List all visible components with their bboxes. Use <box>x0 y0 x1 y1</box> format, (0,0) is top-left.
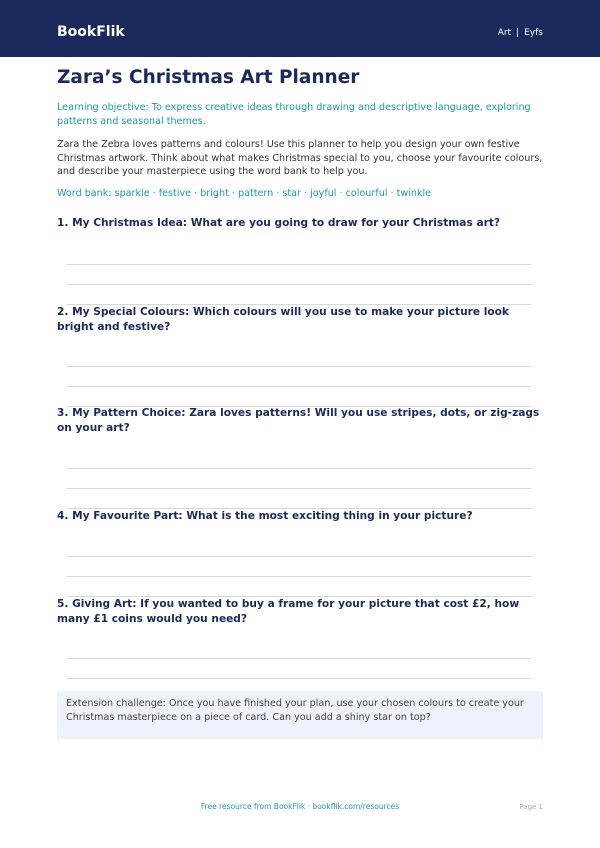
footer-link[interactable]: Free resource from BookFlik · bookflik.com/resources <box>200 802 400 811</box>
answer-line[interactable] <box>67 488 531 489</box>
question-5 <box>57 597 543 626</box>
question-1-text: 1. My Christmas Idea: What are you going to draw for your Christmas art? <box>57 217 501 229</box>
question-2 <box>57 305 543 334</box>
header-bar <box>0 0 600 57</box>
question-4-text: 4. My Favourite Part: What is the most exciting thing in your picture? <box>57 510 473 522</box>
page-title: Zara’s Christmas Art Planner <box>57 67 360 88</box>
answer-line[interactable] <box>67 556 531 557</box>
answer-line[interactable] <box>67 576 531 577</box>
answer-line[interactable] <box>67 468 531 469</box>
question-4 <box>57 509 543 524</box>
answer-line[interactable] <box>67 386 531 387</box>
word-bank: Word bank: sparkle · festive · bright · pattern · star · joyful · colourful · twinkle <box>57 187 432 199</box>
answer-line[interactable] <box>67 678 531 679</box>
answer-line[interactable] <box>67 284 531 285</box>
question-1 <box>57 216 543 231</box>
breadcrumb-stage[interactable]: Eyfs <box>524 28 543 38</box>
answer-line[interactable] <box>67 366 531 367</box>
breadcrumb-separator: | <box>516 28 520 38</box>
extension-challenge: Extension challenge: Once you have finished your plan, use your chosen colours to create your Christmas masterpiece on a piece of card. Can you add a shiny star on top? <box>57 691 543 739</box>
intro-paragraph: Zara the Zebra loves patterns and colours! Use this planner to help you design your own festive Christmas artwork. Think about what makes Christmas special to you, choose your favourite colours, and describe your masterpiece using the word bank to help you. <box>57 139 543 178</box>
breadcrumb-subject[interactable]: Art <box>497 28 512 38</box>
learning-objective: Learning objective: To express creative ideas through drawing and descriptive language, exploring patterns and seasonal themes. <box>57 102 531 127</box>
answer-line[interactable] <box>67 658 531 659</box>
answer-line[interactable] <box>67 264 531 265</box>
intro-section <box>57 62 543 201</box>
question-2-text: 2. My Special Colours: Which colours will you use to make your picture look bright and festive? <box>57 306 509 333</box>
brand-logo[interactable]: BookFlik <box>57 24 125 40</box>
breadcrumb <box>498 27 543 39</box>
question-5-text: 5. Giving Art: If you wanted to buy a frame for your picture that cost £2, how many £1 coins would you need? <box>57 598 520 625</box>
question-3 <box>57 406 543 435</box>
question-3-text: 3. My Pattern Choice: Zara loves patterns! Will you use stripes, dots, or zig-zags on your art? <box>57 407 540 434</box>
page-number: Page 1 <box>519 803 543 811</box>
